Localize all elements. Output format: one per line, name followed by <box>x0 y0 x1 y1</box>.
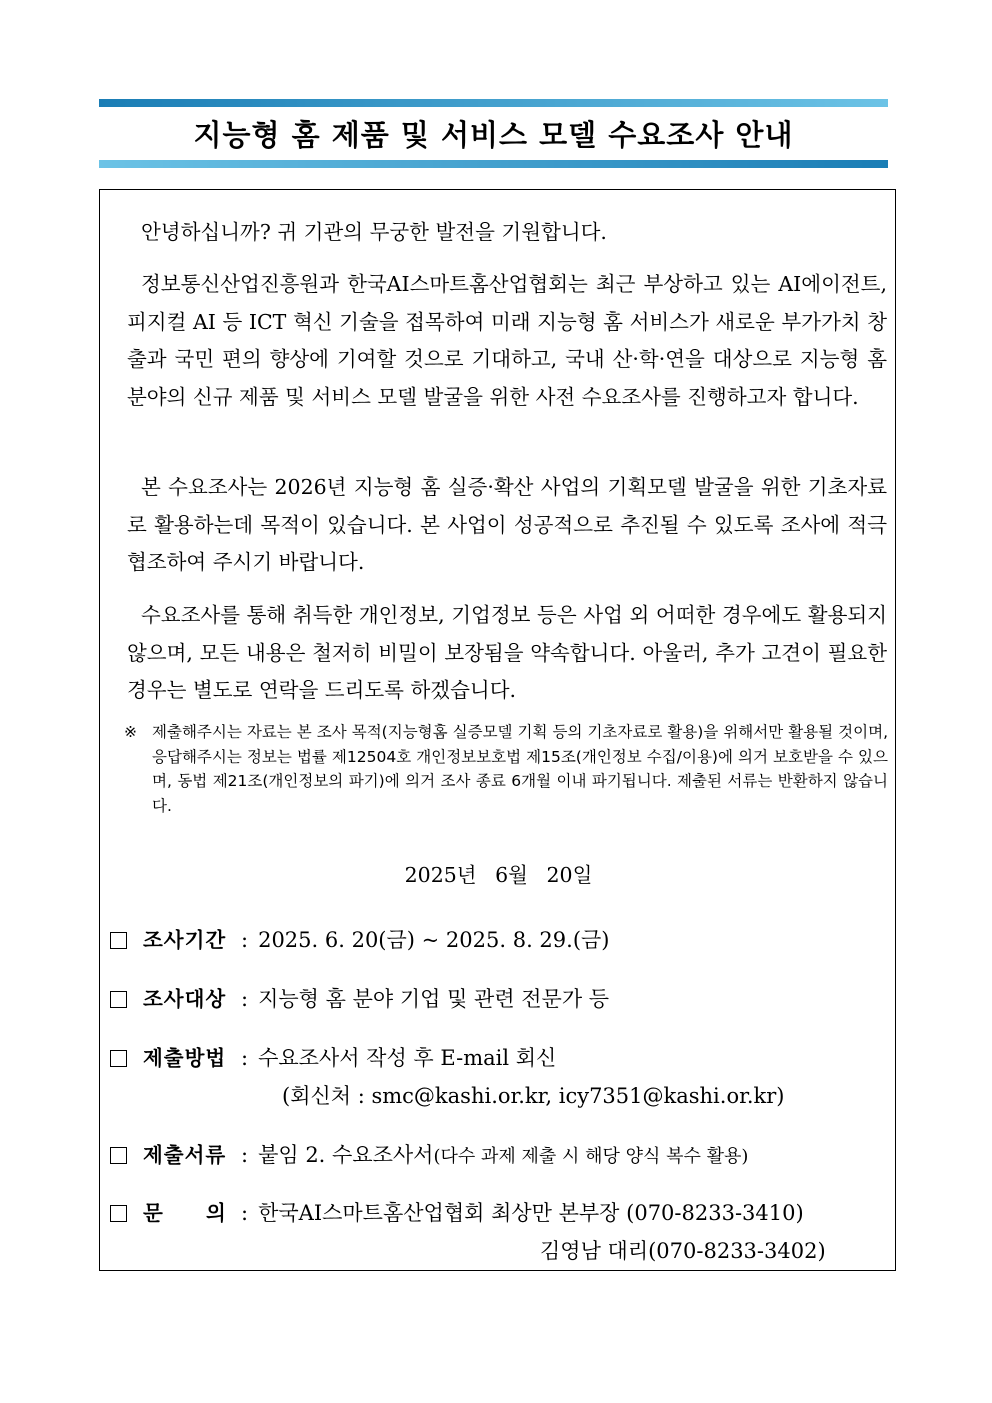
item-value: 2025. 6. 20(금) ~ 2025. 8. 29.(금) <box>258 928 610 952</box>
checkbox-icon <box>110 991 127 1008</box>
item-survey-target: 조사대상 : 지능형 홈 분야 기업 및 관련 전문가 등 <box>110 981 609 1018</box>
item-inquiry: 문 의 : 한국AI스마트홈산업협회 최상만 본부장 (070-8233-3410) <box>110 1195 804 1232</box>
document-date: 2025년 6월 20일 <box>404 863 593 887</box>
privacy-paragraph: 수요조사를 통해 취득한 개인정보, 기업정보 등은 사업 외 어떠한 경우에도 활용되지 않으며, 모든 내용은 철저히 비밀이 보장됨을 약속합니다. 아울러, 추가 고견이 필요한 경우는 별도로 연락을 드리도록 하겠습니다. <box>127 603 887 702</box>
checkbox-icon <box>110 1050 127 1067</box>
reply-email-address: (회신처 : smc@kashi.or.kr, icy7351@kashi.or.kr) <box>282 1084 785 1108</box>
item-submission-method: 제출방법 : 수요조사서 작성 후 E-mail 회신 <box>110 1040 556 1077</box>
item-label: 조사대상 <box>143 987 227 1011</box>
checkbox-icon <box>110 1147 127 1164</box>
notice-box <box>99 189 896 1271</box>
item-submission-documents: 제출서류 : 붙임 2. 수요조사서(다수 과제 제출 시 해당 양식 복수 활용) <box>110 1137 748 1175</box>
item-value: 수요조사서 작성 후 E-mail 회신 <box>258 1046 557 1070</box>
item-note: (다수 과제 제출 시 해당 양식 복수 활용) <box>433 1146 749 1167</box>
greeting-paragraph: 안녕하십니까? 귀 기관의 무궁한 발전을 기원합니다. <box>141 220 607 244</box>
title-bottom-bar <box>99 160 888 168</box>
checkbox-icon <box>110 1205 127 1222</box>
page-title: 지능형 홈 제품 및 서비스 모델 수요조사 안내 <box>193 118 794 152</box>
item-label: 제출방법 <box>143 1046 227 1070</box>
privacy-note <box>124 720 888 818</box>
second-contact: 김영남 대리(070-8233-3402) <box>540 1239 826 1263</box>
item-value: 붙임 2. 수요조사서 <box>258 1143 434 1167</box>
item-value: 한국AI스마트홈산업협회 최상만 본부장 (070-8233-3410) <box>258 1201 804 1225</box>
title-top-bar <box>99 99 888 107</box>
item-label: 제출서류 <box>143 1143 227 1167</box>
item-label: 문 의 <box>143 1201 227 1225</box>
item-survey-period: 조사기간 : 2025. 6. 20(금) ~ 2025. 8. 29.(금) <box>110 922 610 959</box>
purpose-paragraph: 정보통신산업진흥원과 한국AI스마트홈산업협회는 최근 부상하고 있는 AI에이전트, 피지컬 AI 등 ICT 혁신 기술을 접목하여 미래 지능형 홈 서비스가 새로운 부가가치 창출과 국민 편의 향상에 기여할 것으로 기대하고, 국내 산·학·연을 대상으로 지능형 홈 분야의 신규 제품 및 서비스 모델 발굴을 위한 사전 수요조사를 진행하고자 합니다. <box>127 272 887 409</box>
privacy-note-text: 제출해주시는 자료는 본 조사 목적(지능형홈 실증모델 기획 등의 기초자료로 활용)을 위해서만 활용될 것이며, 응답해주시는 정보는 법률 제12504호 개인정보보호법 제15조(개인정보 수집/이용)에 의거 보호받을 수 있으며, 동법 제21조(개인정보의 파기)에 의거 조사 종료 6개월 이내 파기됩니다. 제출된 서류는 반환하지 않습니다. <box>152 723 888 815</box>
checkbox-icon <box>110 932 127 949</box>
item-label: 조사기간 <box>143 928 227 952</box>
item-value: 지능형 홈 분야 기업 및 관련 전문가 등 <box>258 987 610 1011</box>
survey-purpose-paragraph: 본 수요조사는 2026년 지능형 홈 실증·확산 사업의 기획모델 발굴을 위한 기초자료로 활용하는데 목적이 있습니다. 본 사업이 성공적으로 추진될 수 있도록 조사에 적극 협조하여 주시기 바랍니다. <box>127 475 887 574</box>
reference-mark-icon: ※ <box>124 723 137 741</box>
